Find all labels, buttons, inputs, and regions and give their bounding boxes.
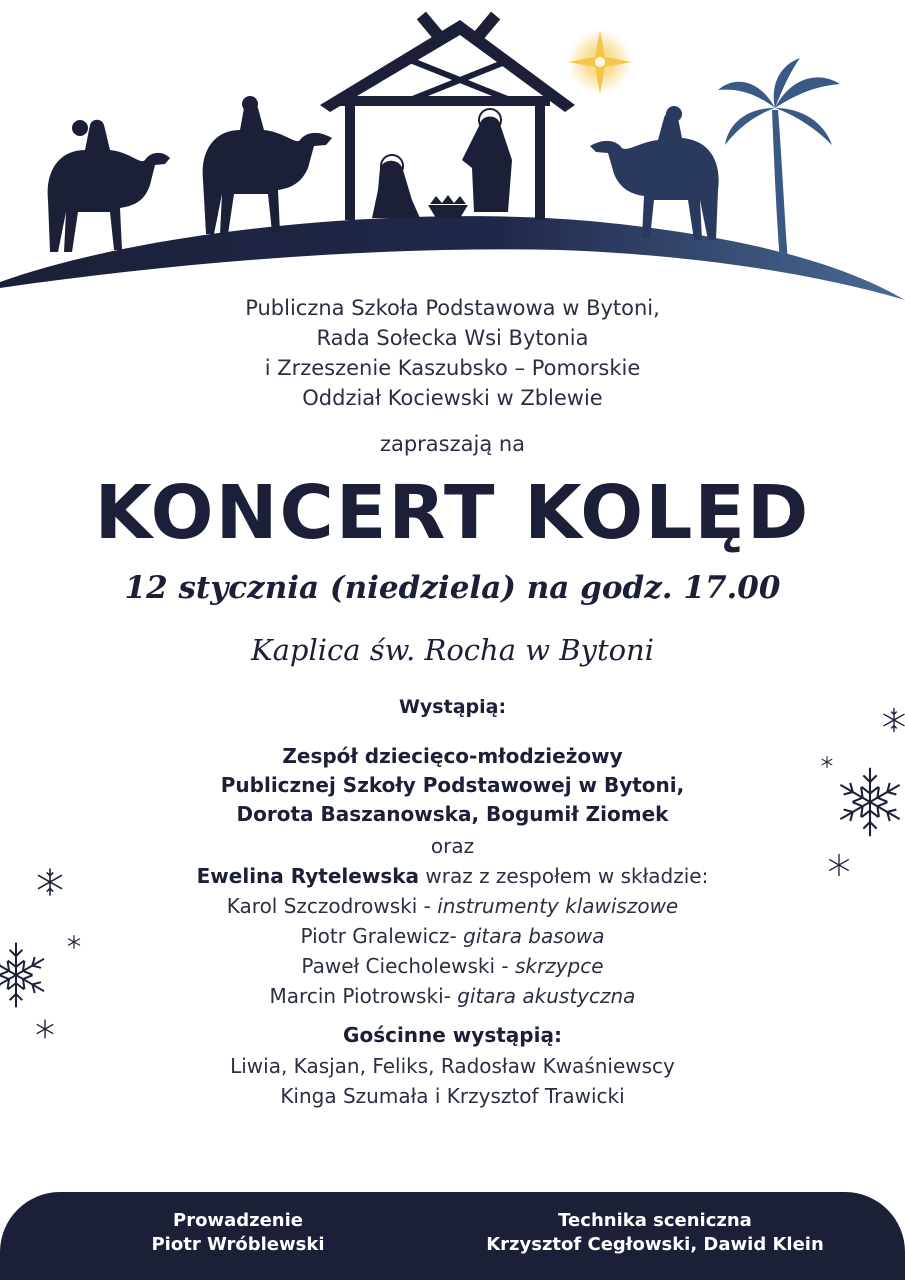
member-name: Paweł Ciecholewski - bbox=[301, 954, 515, 978]
member-name: Karol Szczodrowski - bbox=[226, 894, 438, 918]
band-leader-suffix: wraz z zespołem w składzie: bbox=[419, 864, 709, 888]
member-role: instrumenty klawiszowe bbox=[437, 894, 679, 918]
guest-line: Liwia, Kasjan, Feliks, Radosław Kwaśniewscy bbox=[230, 1054, 675, 1078]
guests-heading: Gościnne wystąpią: bbox=[343, 1023, 562, 1047]
host-label: Prowadzenie bbox=[173, 1210, 303, 1231]
band-member bbox=[0, 891, 905, 921]
nativity-illustration bbox=[0, 0, 905, 310]
host-name: Piotr Wróblewski bbox=[151, 1234, 325, 1255]
organizer-line: Publiczna Szkoła Podstawowa w Bytoni, bbox=[245, 296, 660, 320]
band-block bbox=[0, 861, 905, 1011]
guest-line: Kinga Szumała i Krzysztof Trawicki bbox=[280, 1084, 625, 1108]
group-line: Zespół dziecięco-młodzieżowy bbox=[282, 744, 623, 768]
band-member bbox=[0, 921, 905, 951]
member-role: skrzypce bbox=[515, 954, 604, 978]
poster-title: KONCERT KOLĘD bbox=[94, 470, 811, 556]
member-name: Piotr Gralewicz- bbox=[300, 924, 464, 948]
tech-names: Krzysztof Cegłowski, Dawid Klein bbox=[486, 1234, 824, 1255]
mary-figure bbox=[372, 155, 420, 218]
group-line: Dorota Baszanowska, Bogumił Ziomek bbox=[236, 802, 669, 826]
footer-bar bbox=[0, 1192, 905, 1280]
member-role: gitara basowa bbox=[463, 924, 605, 948]
band-member bbox=[0, 981, 905, 1011]
snowflake-icon bbox=[66, 934, 82, 950]
member-name: Marcin Piotrowski- bbox=[269, 984, 458, 1008]
conjunction-text: oraz bbox=[430, 834, 475, 858]
group-block bbox=[0, 742, 905, 829]
camel-icon bbox=[203, 96, 332, 234]
camel-icon bbox=[48, 120, 170, 252]
organizer-line: Rada Sołecka Wsi Bytonia bbox=[316, 326, 589, 350]
snowflake-icon bbox=[0, 925, 52, 1025]
snowflake-icon bbox=[826, 852, 852, 878]
tech-credit bbox=[470, 1209, 840, 1257]
band-leader-name: Ewelina Rytelewska bbox=[196, 864, 420, 888]
palm-tree-icon bbox=[718, 58, 840, 262]
organizer-line: Oddział Kociewski w Zblewie bbox=[302, 386, 603, 410]
snowflake-icon bbox=[34, 866, 66, 898]
tech-label: Technika sceniczna bbox=[558, 1210, 752, 1231]
star-icon bbox=[568, 30, 632, 94]
member-role: gitara akustyczna bbox=[457, 984, 636, 1008]
invite-text: zapraszają na bbox=[379, 432, 526, 456]
group-line: Publicznej Szkoły Podstawowej w Bytoni, bbox=[220, 773, 685, 797]
camel-icon bbox=[590, 106, 719, 240]
snowflake-icon bbox=[34, 1018, 56, 1040]
event-place: Kaplica św. Rocha w Bytoni bbox=[250, 633, 655, 667]
snowflake-icon bbox=[820, 755, 834, 769]
performers-heading: Wystąpią: bbox=[398, 696, 507, 718]
joseph-figure bbox=[462, 109, 512, 212]
event-date: 12 stycznia (niedziela) na godz. 17.00 bbox=[124, 570, 781, 606]
manger-icon bbox=[428, 195, 468, 218]
stable-icon bbox=[320, 12, 575, 220]
band-member bbox=[0, 951, 905, 981]
organizer-line: i Zrzeszenie Kaszubsko – Pomorskie bbox=[264, 356, 641, 380]
host-credit bbox=[88, 1209, 388, 1257]
snowflake-icon bbox=[832, 762, 905, 842]
guests-block bbox=[0, 1051, 905, 1111]
organizers-block bbox=[0, 293, 905, 413]
hill-silhouette bbox=[0, 216, 905, 300]
snowflake-icon bbox=[880, 706, 905, 734]
band-leader-line bbox=[0, 861, 905, 891]
